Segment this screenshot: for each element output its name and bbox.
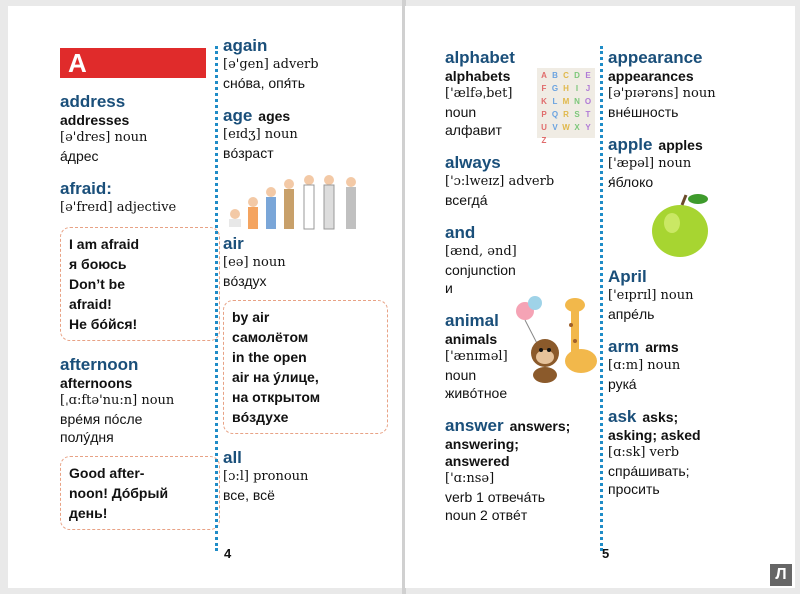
inflection-ask: asks;	[642, 409, 679, 425]
pron-afternoon: [ˌɑ:ftə'nu:n] noun	[60, 393, 175, 408]
translation-again: снóва, опя́ть	[223, 75, 306, 91]
headword-apple	[608, 135, 783, 155]
alphabet-block: N	[574, 97, 580, 106]
section-letter: A	[60, 48, 206, 78]
headword-address: address	[60, 92, 126, 111]
inflection-age: ages	[258, 108, 291, 124]
headword-animal: animal	[445, 311, 499, 330]
pron-all: [ɔ:l] pronoun	[223, 469, 309, 484]
alphabet-block: W	[562, 123, 570, 132]
alphabet-block: B	[552, 71, 558, 80]
alphabet-block: J	[585, 84, 591, 93]
translation-april: апрéль	[608, 306, 655, 322]
headword-arm-text: arm	[608, 337, 640, 356]
headword-ask-text: ask	[608, 407, 637, 426]
headword-alphabet: alphabet	[445, 48, 515, 67]
translation-afternoon-2: полýдня	[60, 429, 114, 445]
alphabet-block: S	[574, 110, 580, 119]
right-page	[405, 6, 795, 588]
example-line: день!	[69, 505, 108, 521]
example-line: самолётом	[232, 329, 309, 345]
example-line: я боюсь	[69, 256, 127, 272]
left-column-2	[223, 36, 388, 504]
alphabet-block: O	[584, 97, 592, 106]
ages-illustration	[223, 162, 373, 232]
headword-april: April	[608, 267, 647, 286]
alphabet-block: K	[541, 97, 547, 106]
example-box-afternoon	[60, 456, 220, 530]
sense-answer-1: verb 1 отвечáть	[445, 489, 546, 505]
column-divider	[215, 46, 218, 551]
translation-all: все, всё	[223, 487, 275, 503]
translation-appearance: внéшность	[608, 104, 679, 120]
example-line: Don’t be	[69, 276, 125, 292]
headword-answer	[445, 416, 595, 436]
example-line: noon! Дóбрый	[69, 485, 169, 501]
pron-air: [eə] noun	[223, 255, 286, 270]
translation-always: всегдá	[445, 192, 488, 208]
pron-appearance: [ə'pɪərəns] noun	[608, 86, 716, 101]
example-line: Good after-	[69, 465, 145, 481]
pron-alphabet: ['ælfəˌbet]	[445, 86, 513, 101]
alphabet-block: R	[563, 110, 569, 119]
headword-ask	[608, 407, 783, 427]
alphabet-block: Y	[585, 123, 591, 132]
example-line: in the open	[232, 349, 307, 365]
watermark-logo: Л	[770, 564, 792, 586]
pron-again: [ə'gen] adverb	[223, 57, 319, 72]
forms-animal: animals	[445, 331, 498, 347]
pron-ask: [ɑ:sk] verb	[608, 445, 680, 460]
forms-afternoon: afternoons	[60, 375, 133, 391]
translation-arm: рукá	[608, 376, 637, 392]
alphabet-block: G	[551, 84, 559, 93]
left-column-1	[60, 48, 220, 536]
translation-and: и	[445, 280, 453, 296]
alphabet-block: I	[575, 84, 579, 93]
pron-animal: ['ænɪməl]	[445, 349, 508, 364]
alphabet-block: A	[541, 71, 547, 80]
alphabet-block: F	[541, 84, 547, 93]
column-divider	[600, 46, 603, 551]
alphabet-block: E	[585, 71, 591, 80]
alphabet-block: C	[563, 71, 569, 80]
headword-age	[223, 106, 388, 126]
translation-ask-2: просить	[608, 481, 660, 497]
alphabet-block: V	[552, 123, 558, 132]
alphabet-block: X	[574, 123, 580, 132]
headword-apple-text: apple	[608, 135, 653, 154]
forms-address: addresses	[60, 112, 130, 128]
pos-animal: noun	[445, 367, 477, 383]
headword-age-text: age	[223, 106, 253, 125]
translation-address: áдрес	[60, 148, 99, 164]
forms-answer-1: answering;	[445, 436, 519, 452]
example-box-afraid	[60, 227, 220, 341]
forms-ask: asking; asked	[608, 427, 701, 443]
alphabet-block: H	[563, 84, 569, 93]
translation-animal: живóтное	[445, 385, 508, 401]
left-page	[8, 6, 402, 588]
pron-always: ['ɔ:lweɪz] adverb	[445, 174, 555, 189]
headword-arm	[608, 337, 783, 357]
alphabet-block: U	[541, 123, 547, 132]
headword-answer-text: answer	[445, 416, 504, 435]
forms-appearance: appearances	[608, 68, 694, 84]
alphabet-block: T	[585, 110, 591, 119]
apple-illustration	[608, 191, 783, 261]
pron-answer: ['ɑ:nsə]	[445, 471, 495, 486]
pron-april: ['eɪprɪl] noun	[608, 288, 694, 303]
inflection-answer: answers;	[509, 418, 571, 434]
alphabet-block: D	[574, 71, 580, 80]
translation-apple: я́блоко	[608, 174, 654, 190]
page-number-right: 5	[602, 546, 610, 561]
pron-afraid: [ə'freɪd] adjective	[60, 200, 177, 215]
translation-air: вóздух	[223, 273, 267, 289]
translation-ask: спрáшивать;	[608, 463, 690, 479]
example-box-air	[223, 300, 388, 434]
sense-answer-2: noun 2 отвéт	[445, 507, 528, 523]
pron-age: [eɪdʒ] noun	[223, 127, 298, 142]
example-line: air на ýлице,	[232, 369, 319, 385]
example-line: на открытом	[232, 389, 321, 405]
forms-answer-2: answered	[445, 453, 510, 469]
pron-and: [ænd, ənd]	[445, 244, 517, 259]
example-line: Не бóйся!	[69, 316, 138, 332]
translation-age: вóзраст	[223, 145, 274, 161]
alphabet-blocks-illustration	[537, 68, 595, 145]
pron-arm: [ɑ:m] noun	[608, 358, 681, 373]
example-line: вóздухе	[232, 409, 289, 425]
headword-air: air	[223, 234, 244, 253]
pos-and: conjunction	[445, 262, 516, 278]
alphabet-block: M	[562, 97, 570, 106]
example-line: afraid!	[69, 296, 112, 312]
headword-again: again	[223, 36, 268, 55]
alphabet-block: L	[552, 97, 558, 106]
inflection-apple: apples	[658, 137, 703, 153]
right-column-1	[445, 48, 595, 524]
alphabet-block: Z	[541, 136, 547, 145]
headword-all: all	[223, 448, 242, 467]
headword-afternoon: afternoon	[60, 355, 139, 374]
translation-alphabet: алфавит	[445, 122, 502, 138]
page-number-left: 4	[224, 546, 232, 561]
pos-alphabet: noun	[445, 104, 477, 120]
headword-always: always	[445, 153, 501, 172]
headword-and: and	[445, 223, 476, 242]
headword-afraid: afraid:	[60, 179, 112, 198]
headword-appearance: appearance	[608, 48, 703, 67]
example-line: by air	[232, 309, 270, 325]
translation-afternoon: врéмя пóсле	[60, 411, 143, 427]
example-line: I am afraid	[69, 236, 140, 252]
inflection-arm: arms	[645, 339, 679, 355]
alphabet-block: P	[541, 110, 547, 119]
right-column-2	[608, 48, 783, 498]
pron-address: [ə'dres] noun	[60, 130, 148, 145]
alphabet-block: Q	[551, 110, 559, 119]
animals-illustration	[513, 295, 603, 385]
forms-alphabet: alphabets	[445, 68, 511, 84]
pron-apple: ['æpəl] noun	[608, 156, 692, 171]
